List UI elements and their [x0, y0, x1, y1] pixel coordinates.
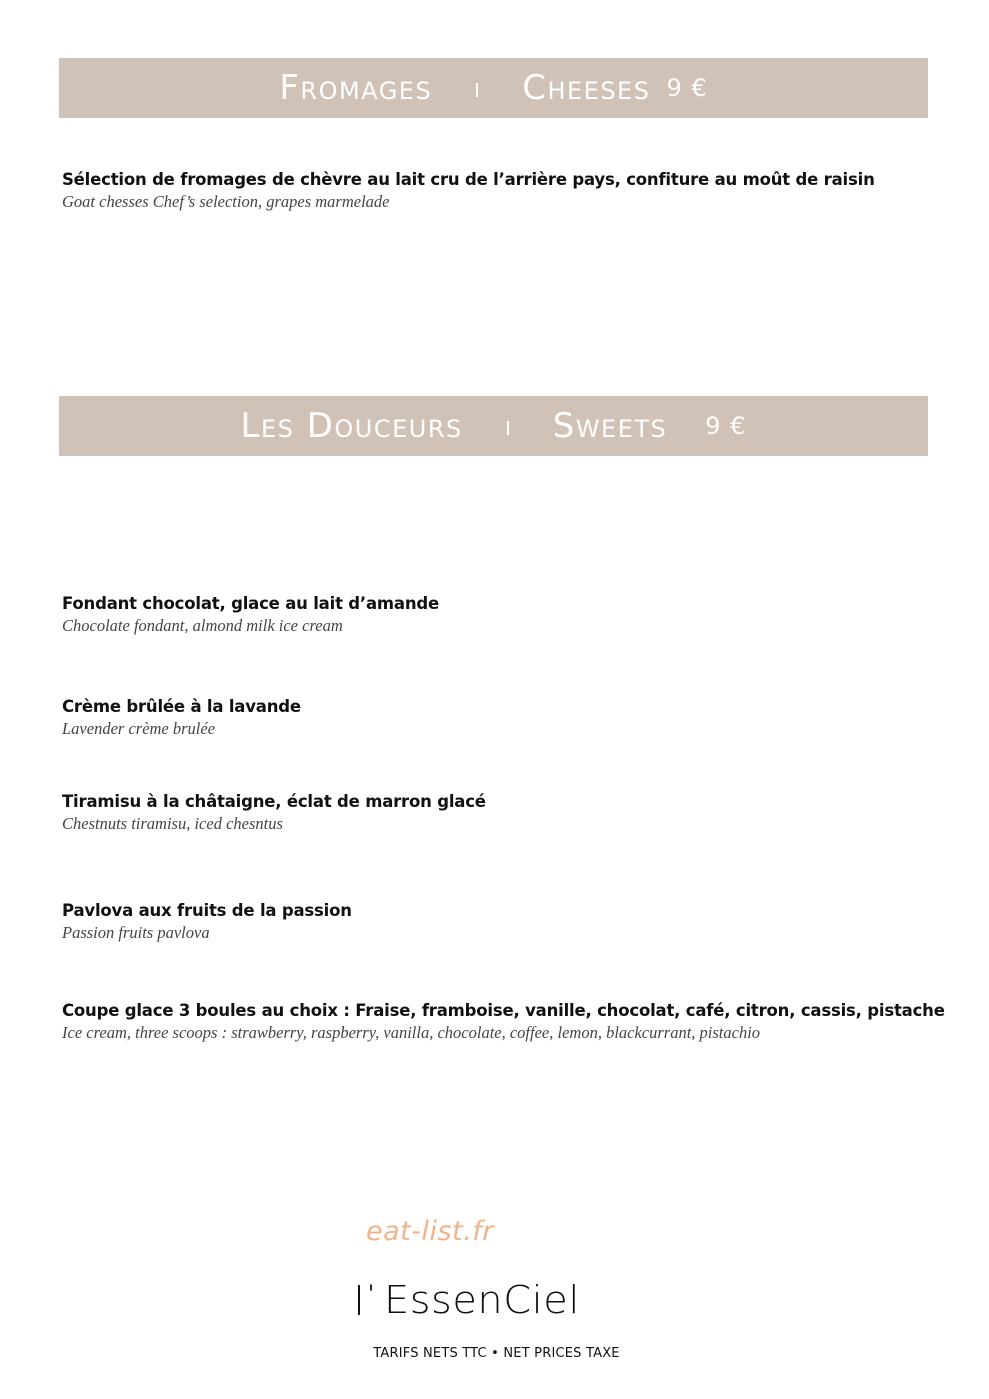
- title-separator: [476, 83, 478, 97]
- title-separator: [507, 421, 509, 435]
- menu-item-name-en: Lavender crème brulée: [62, 719, 216, 738]
- menu-item-name-en: Ice cream, three scoops : strawberry, raspberry, vanilla, chocolate, coffee, lemon, blackcurrant, pistachio: [62, 1023, 761, 1042]
- menu-item-name-fr: Coupe glace 3 boules au choix : Fraise, framboise, vanille, chocolat, café, citron, cassis, pistache: [62, 1001, 945, 1020]
- sweets-title-en: Sweets: [552, 406, 668, 446]
- menu-item: [62, 791, 942, 835]
- menu-item-name-fr: Tiramisu à la châtaigne, éclat de marron glacé: [62, 792, 486, 811]
- watermark: eat-list.fr: [366, 1216, 494, 1247]
- menu-item-name-fr: Sélection de fromages de chèvre au lait cru de l’arrière pays, confiture au moût de raisin: [62, 170, 875, 189]
- menu-item: [62, 1000, 945, 1044]
- cheeses-price: 9 €: [666, 74, 708, 102]
- menu-item: [62, 169, 942, 213]
- menu-item-name-en: Chocolate fondant, almond milk ice cream: [62, 616, 343, 635]
- menu-item: [62, 900, 942, 944]
- sweets-title-fr: Les Douceurs: [240, 406, 463, 446]
- menu-item-name-en: Goat chesses Chef’s selection, grapes marmelade: [62, 192, 390, 211]
- menu-item-name-fr: Pavlova aux fruits de la passion: [62, 901, 352, 920]
- price-note: TARIFS NETS TTC • NET PRICES TAXE: [373, 1346, 620, 1361]
- sweets-section-header: [59, 396, 928, 456]
- logo-apostrophe: ': [368, 1281, 375, 1307]
- cheeses-section-header: [59, 58, 928, 118]
- menu-item: [62, 593, 942, 637]
- cheeses-title-fr: Fromages: [279, 68, 433, 108]
- menu-item-name-en: Passion fruits pavlova: [62, 923, 210, 942]
- sweets-price: 9 €: [705, 412, 747, 440]
- menu-item-name-en: Chestnuts tiramisu, iced chesntus: [62, 814, 283, 833]
- logo-name: EssenCiel: [384, 1278, 581, 1322]
- logo-bar: [358, 1285, 360, 1315]
- menu-item: [62, 696, 942, 740]
- menu-item-name-fr: Crème brûlée à la lavande: [62, 697, 301, 716]
- cheeses-title-en: Cheeses: [522, 68, 651, 108]
- menu-item-name-fr: Fondant chocolat, glace au lait d’amande: [62, 594, 439, 613]
- restaurant-logo: [358, 1278, 581, 1322]
